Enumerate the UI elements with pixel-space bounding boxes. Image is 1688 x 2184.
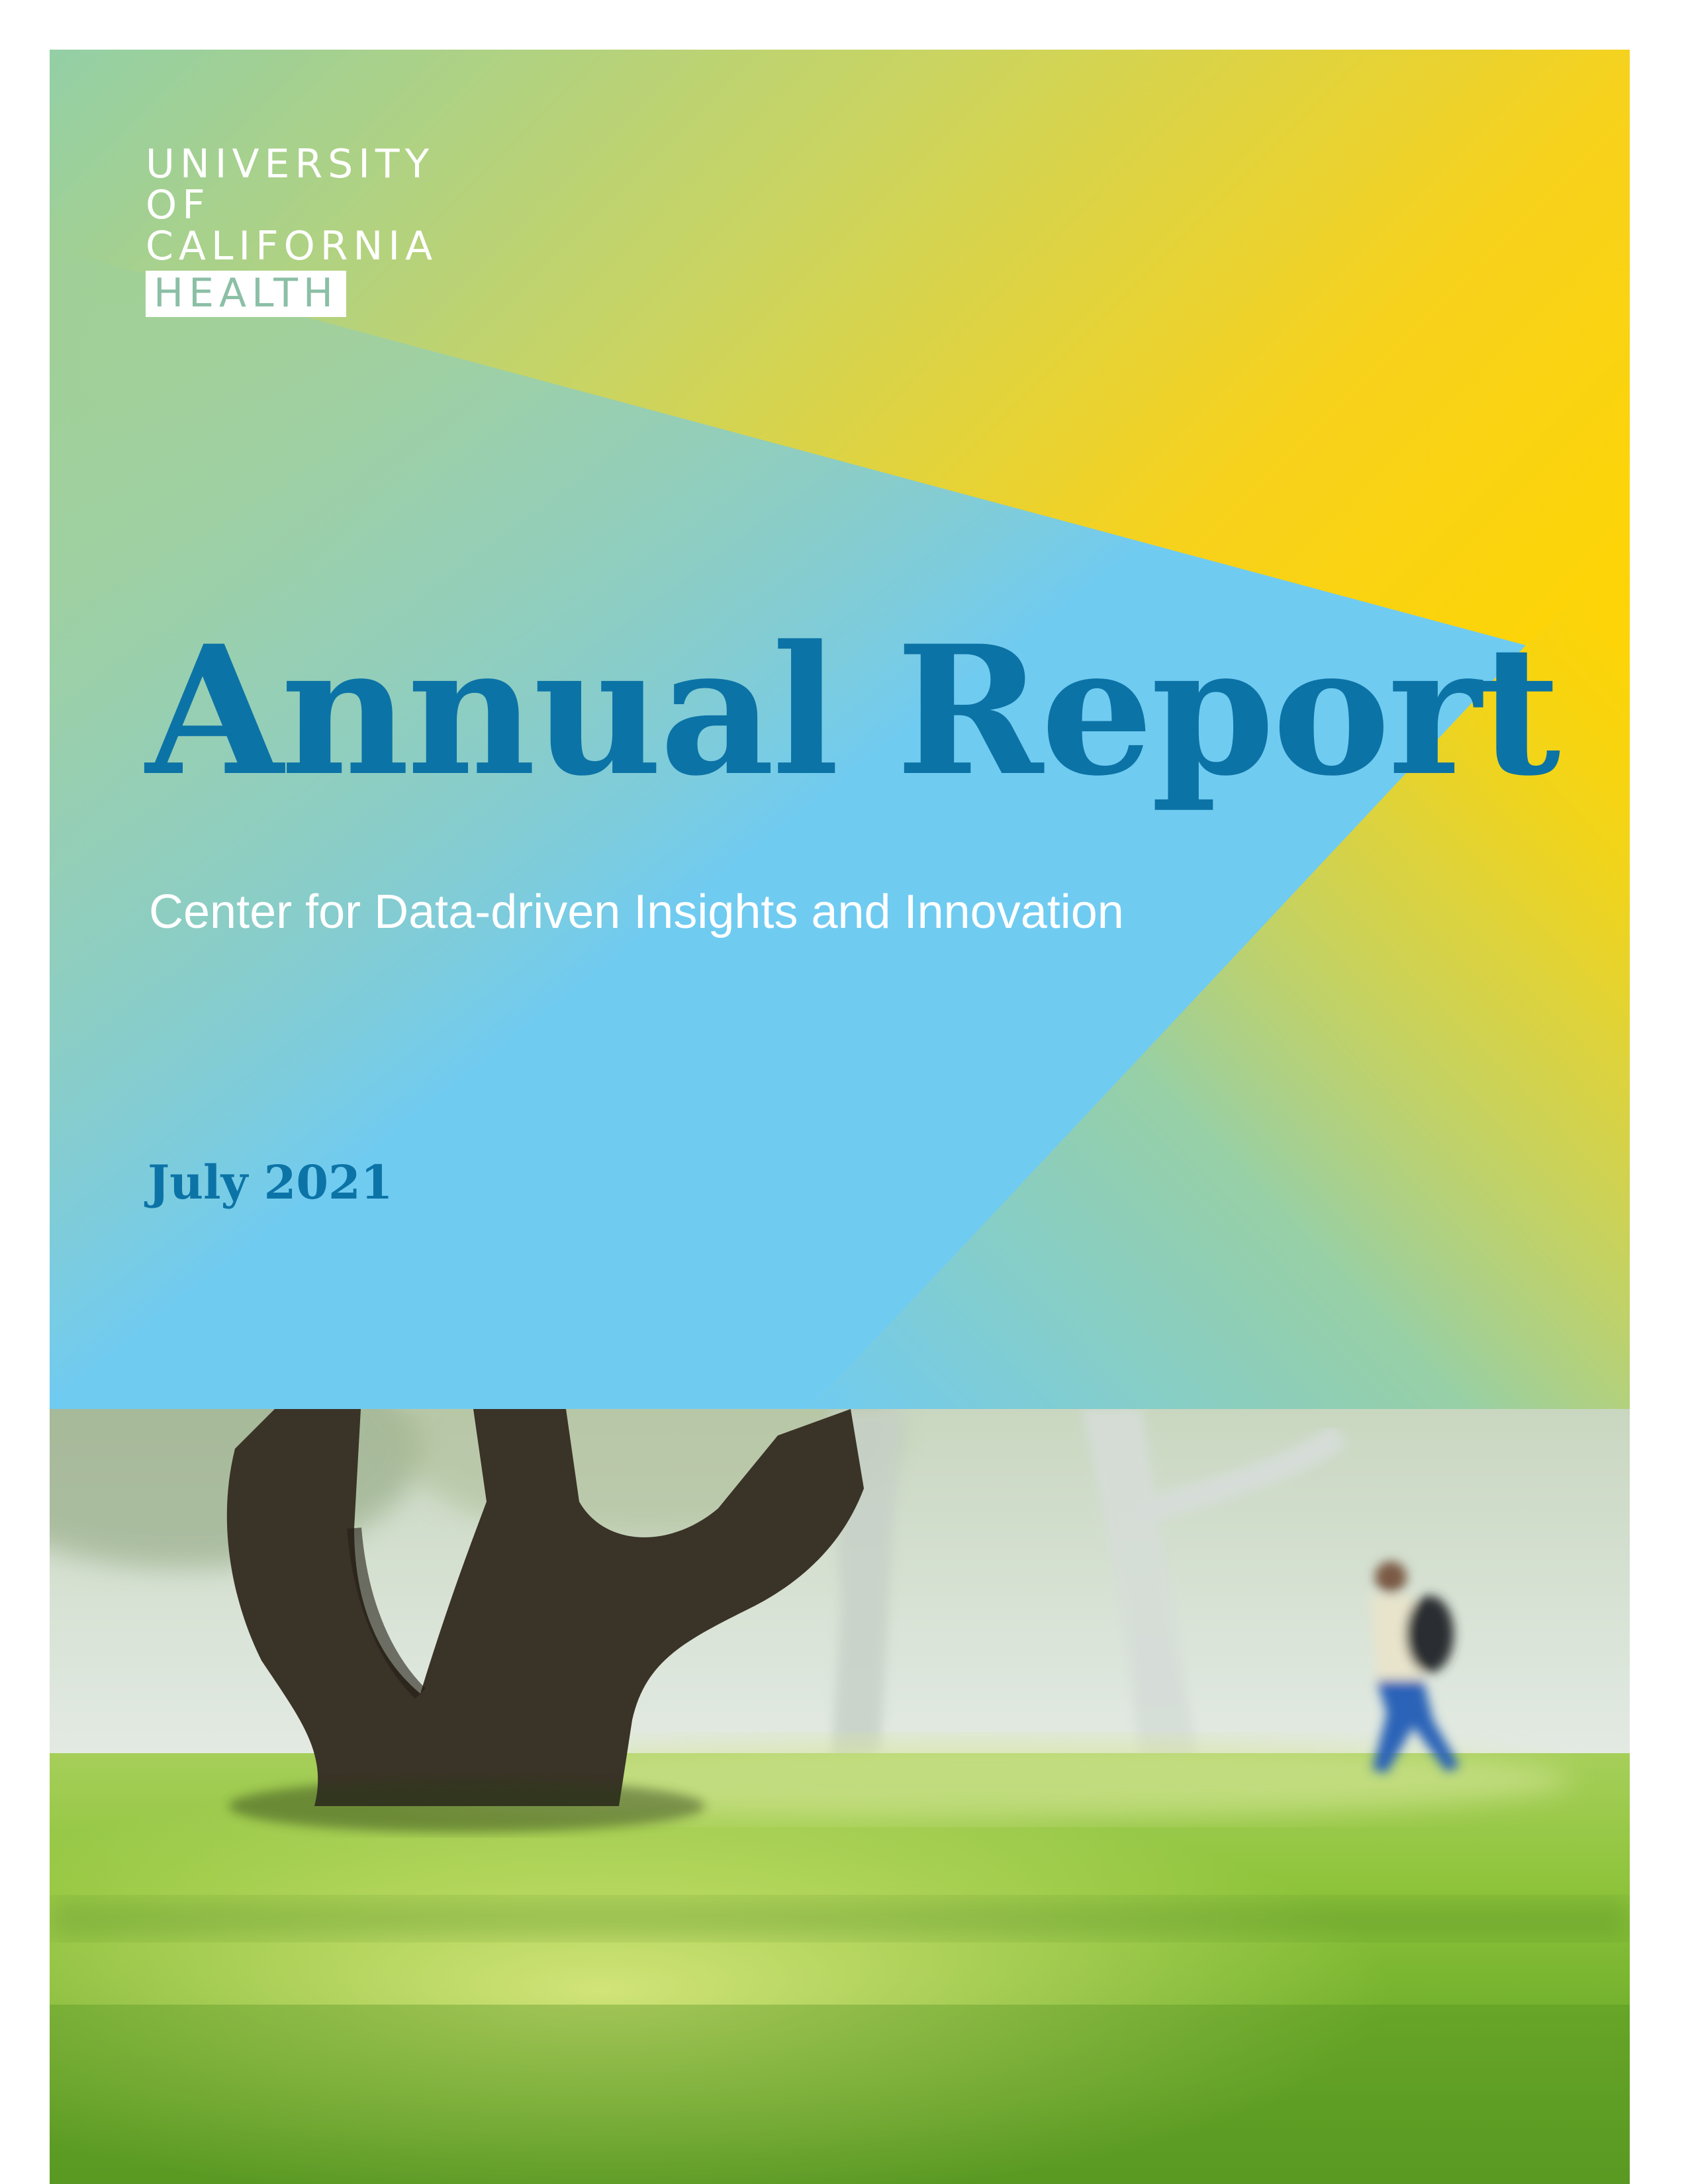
- report-title: Annual Report: [146, 607, 1558, 815]
- logo-line-university: UNIVERSITY: [146, 141, 435, 187]
- report-date: July 2021: [148, 1155, 393, 1210]
- uc-health-logo: [146, 141, 438, 317]
- cover-gradient-band: [50, 50, 1630, 1409]
- logo-line-california: CALIFORNIA: [146, 223, 438, 269]
- logo-line-of: OF: [146, 182, 211, 228]
- campus-lawn-illustration: [50, 1409, 1630, 2184]
- logo-health-badge: HEALTH: [146, 271, 346, 317]
- report-subtitle: Center for Data-driven Insights and Innovation: [149, 886, 1124, 938]
- campus-lawn-photo: [50, 1409, 1630, 2184]
